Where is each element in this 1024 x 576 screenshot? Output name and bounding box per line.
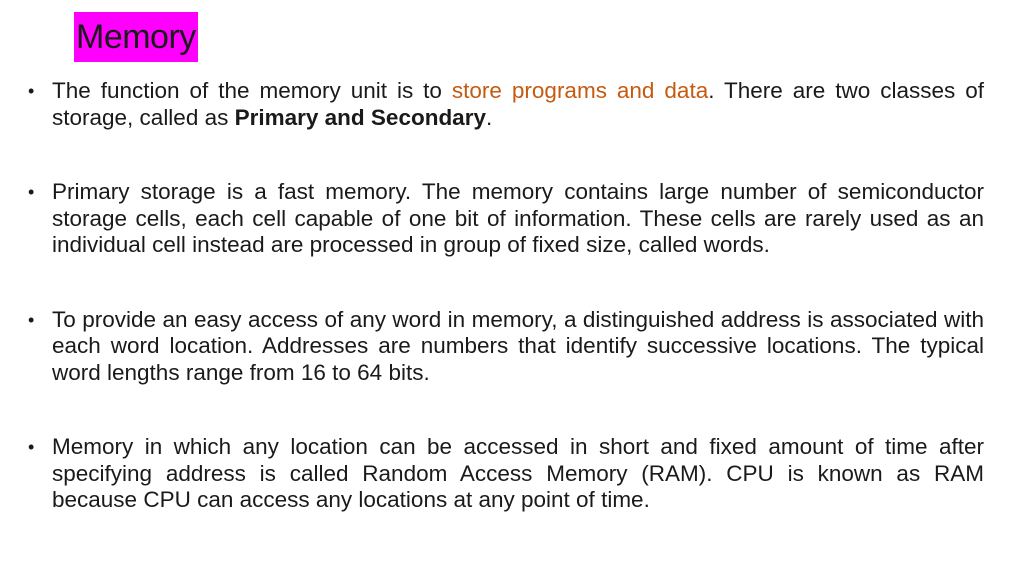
bullet-text: Primary storage is a fast memory. The memory contains large number of semiconductor storage cells, each cell capable of one bit of information. These cells are rarely used as an individual cell instead are processed in group of fixed size, called words. (52, 179, 984, 257)
bullet-text: The function of the memory unit is to (52, 78, 452, 103)
bullet-item (28, 78, 984, 131)
slide-title: Memory (74, 12, 198, 62)
bullet-icon: • (28, 437, 35, 457)
bullet-text: Memory in which any location can be accessed in short and fixed amount of time after specifying address is called Random Access Memory (RAM). CPU is known as RAM because CPU can access any locations at any point of time. (52, 434, 984, 512)
bullet-item (28, 307, 984, 387)
bullet-icon: • (28, 182, 35, 202)
bullet-text: . (485, 104, 493, 130)
bold-phrase: Primary and Secondary (234, 104, 486, 130)
highlighted-phrase: store programs and data (451, 78, 709, 103)
bullet-icon: • (28, 81, 35, 101)
bullet-item (28, 434, 984, 514)
bullet-item (28, 179, 984, 259)
bullet-text: . There are two classes of storage, called as (52, 78, 985, 130)
bullet-text: To provide an easy access of any word in memory, a distinguished address is associated with each word location. Addresses are numbers that identify successive locations. The typical word lengths range from 16 to 64 bits. (52, 306, 984, 385)
bullet-list (28, 78, 984, 514)
bullet-icon: • (28, 309, 35, 330)
